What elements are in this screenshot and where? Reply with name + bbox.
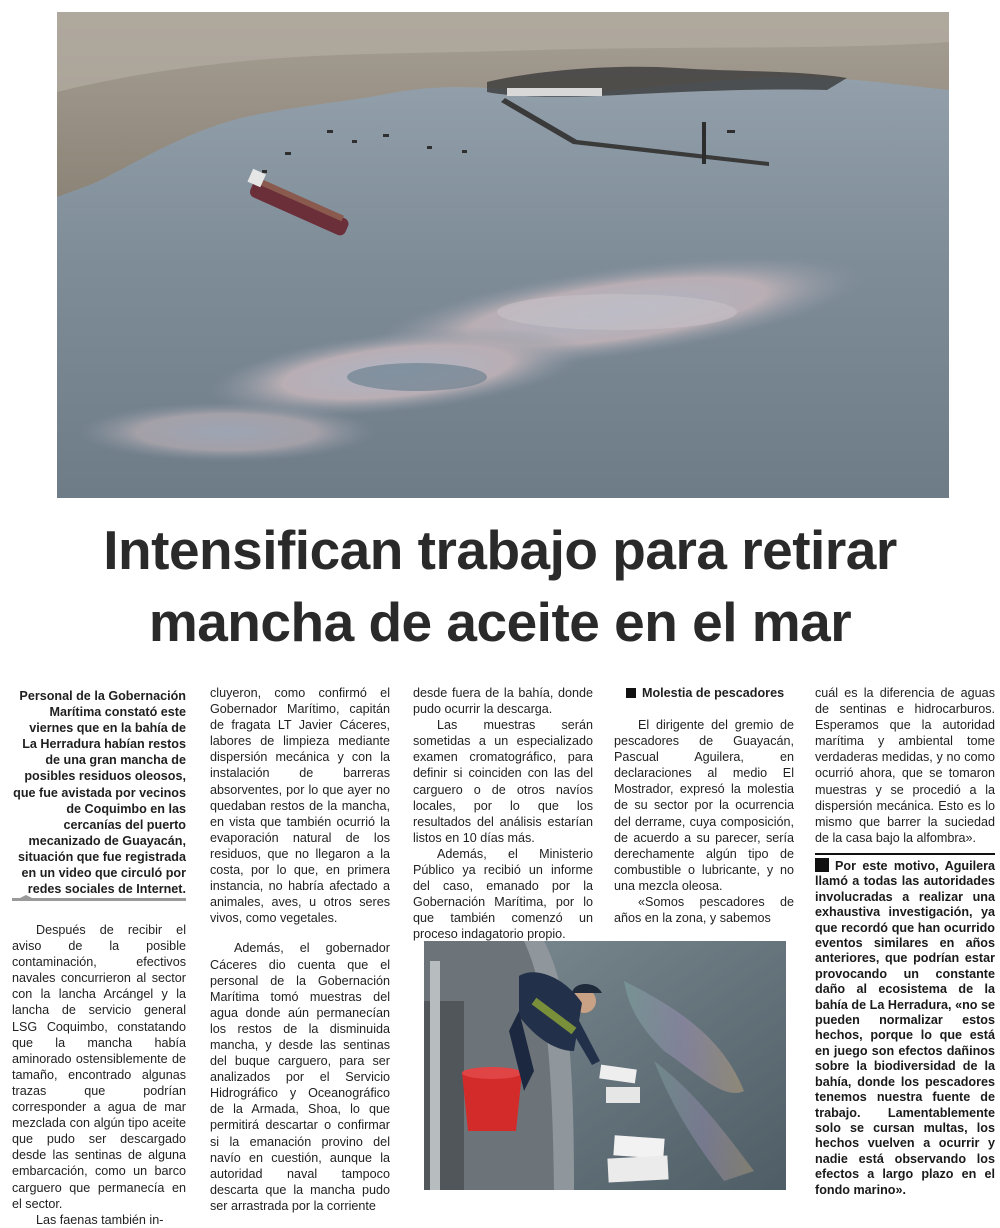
headline-line-1: Intensifican trabajo para retirar (103, 519, 897, 581)
body-paragraph: Después de recibir el aviso de la posible contaminación, efectivos navales concurrieron al sector con la lancha Arcángel y la lancha de servicio general LSG Coquimbo, constatando que la mancha había aminorado ostensiblemente de tamaño, encontrado algunas trazas que podrían corresponder a agua de mar mezclada con algún tipo aceite que pudo ser descargado desde las sentinas de alguna embarcación, como un barco carguero que permanecía en el sector. (12, 923, 186, 1211)
box-top-rule (815, 853, 995, 855)
body-paragraph: Además, el gobernador Cáceres dio cuenta que el personal de la Gobernación Marítima tomó muestras del agua donde aún permanecían los restos de la disminuida mancha, y desde las sentinas del buque carguero, para ser analizados por el Servicio Hidrográfico y Oceanográfico de la Armada, Shoa, lo que permitirá descartar o confirmar si la emanación provino del navío en cuestión, aunque la autoridad naval tampoco descarta que la mancha pudo ser arrastrada por la corriente (210, 941, 390, 1213)
body-paragraph: Las muestras serán sometidas a un especializado examen cromatográfico, para definir si coinciden con las del carguero o de otros navíos locales, por lo que los resultados del análisis estarían listos en 10 días más. (413, 718, 593, 845)
subheading-text: Molestia de pescadores (642, 686, 785, 700)
square-bullet-icon (815, 858, 829, 872)
body-paragraph: Además, el Ministerio Público ya recibió un informe del caso, emanado por la Gobernación Marítima, por lo que también comenzó un proceso indagatorio propio. (413, 846, 593, 942)
body-paragraph: cuál es la diferencia de aguas de sentinas e hidrocarburos. Esperamos que la autoridad marítima y ambiental tome verdaderas medidas, y no como ocurrió ahora, que se tomaron muestras y se procedió a la dispersión mecánica. Esto es lo mismo que barrer la suciedad de la casa bajo la alfombra». (815, 686, 995, 845)
column-5 (815, 685, 995, 846)
column-3 (413, 685, 593, 943)
lead-paragraph: Personal de la Gobernación Marítima constató este viernes que en la bahía de La Herradura habían restos de una gran mancha de posibles residuos oleosos, que fue avistada por vecinos de Coquimbo en las cercanías del puerto mecanizado de Guayacán, situación que fue registrada en un video que circuló por redes sociales de Internet. (13, 689, 186, 897)
aerial-photo-oil-slick (57, 12, 949, 498)
highlight-box (815, 853, 995, 1198)
highlight-paragraph (815, 858, 995, 1198)
column-4 (614, 685, 794, 926)
headline-line-2: mancha de aceite en el mar (148, 591, 852, 653)
column-2 (210, 685, 390, 1214)
article-headline (20, 514, 980, 658)
body-paragraph: desde fuera de la bahía, donde pudo ocurrir la descarga. (413, 686, 593, 717)
body-paragraph: cluyeron, como confirmó el Gobernador Marítimo, capitán de fragata LT Javier Cáceres, labores de limpieza mediante dispersión mecánica y con la instalación de barreras absorventes, por lo que ayer no quedaban restos de la mancha, en vista que también ocurrió la evaporación natural de los residuos, que no llegaron a la costa, por lo que, en primera instancia, no habría afectado a animales, aves, u otros seres vivos, como vegetales. (210, 686, 390, 926)
square-bullet-icon (626, 688, 636, 698)
column-1 (12, 688, 186, 897)
boat-cleanup-photo (424, 941, 786, 1190)
subheading (626, 685, 794, 701)
body-paragraph: «Somos pescadores de años en la zona, y sabemos (614, 895, 794, 926)
body-paragraph: El dirigente del gremio de pescadores de Guayacán, Pascual Aguilera, en declaraciones al medio El Mostrador, expresó la molestia de su sector por la ocurrencia del derrame, cuya composición, de acuerdo a su parecer, sería derechamente algún tipo de combustible o lubricante, y no una mezcla oleosa. (614, 718, 794, 893)
body-paragraph: Las faenas también in- (36, 1212, 164, 1227)
highlight-text: Por este motivo, Aguilera llamó a todas las autoridades involucradas a realizar una exhaustiva investigación, ya que recordó que han ocurrido eventos similares en años anteriores, que podrían estar provocando un constante daño al ecosistema de la bahía de La Herradura, «no se pueden normalizar estos hechos, porque lo que está en juego son efectos dañinos sobre la biodiversidad de la bahía, donde los pescadores tenemos nuestra fuente de trabajo. Lamentablemente solo se cursan multas, los hechos vuelven a ocurrir y nadie está observando los efectos a largo plazo en el fondo marino». (815, 859, 995, 1197)
lead-divider (12, 895, 186, 903)
column-1-body (12, 922, 186, 1228)
